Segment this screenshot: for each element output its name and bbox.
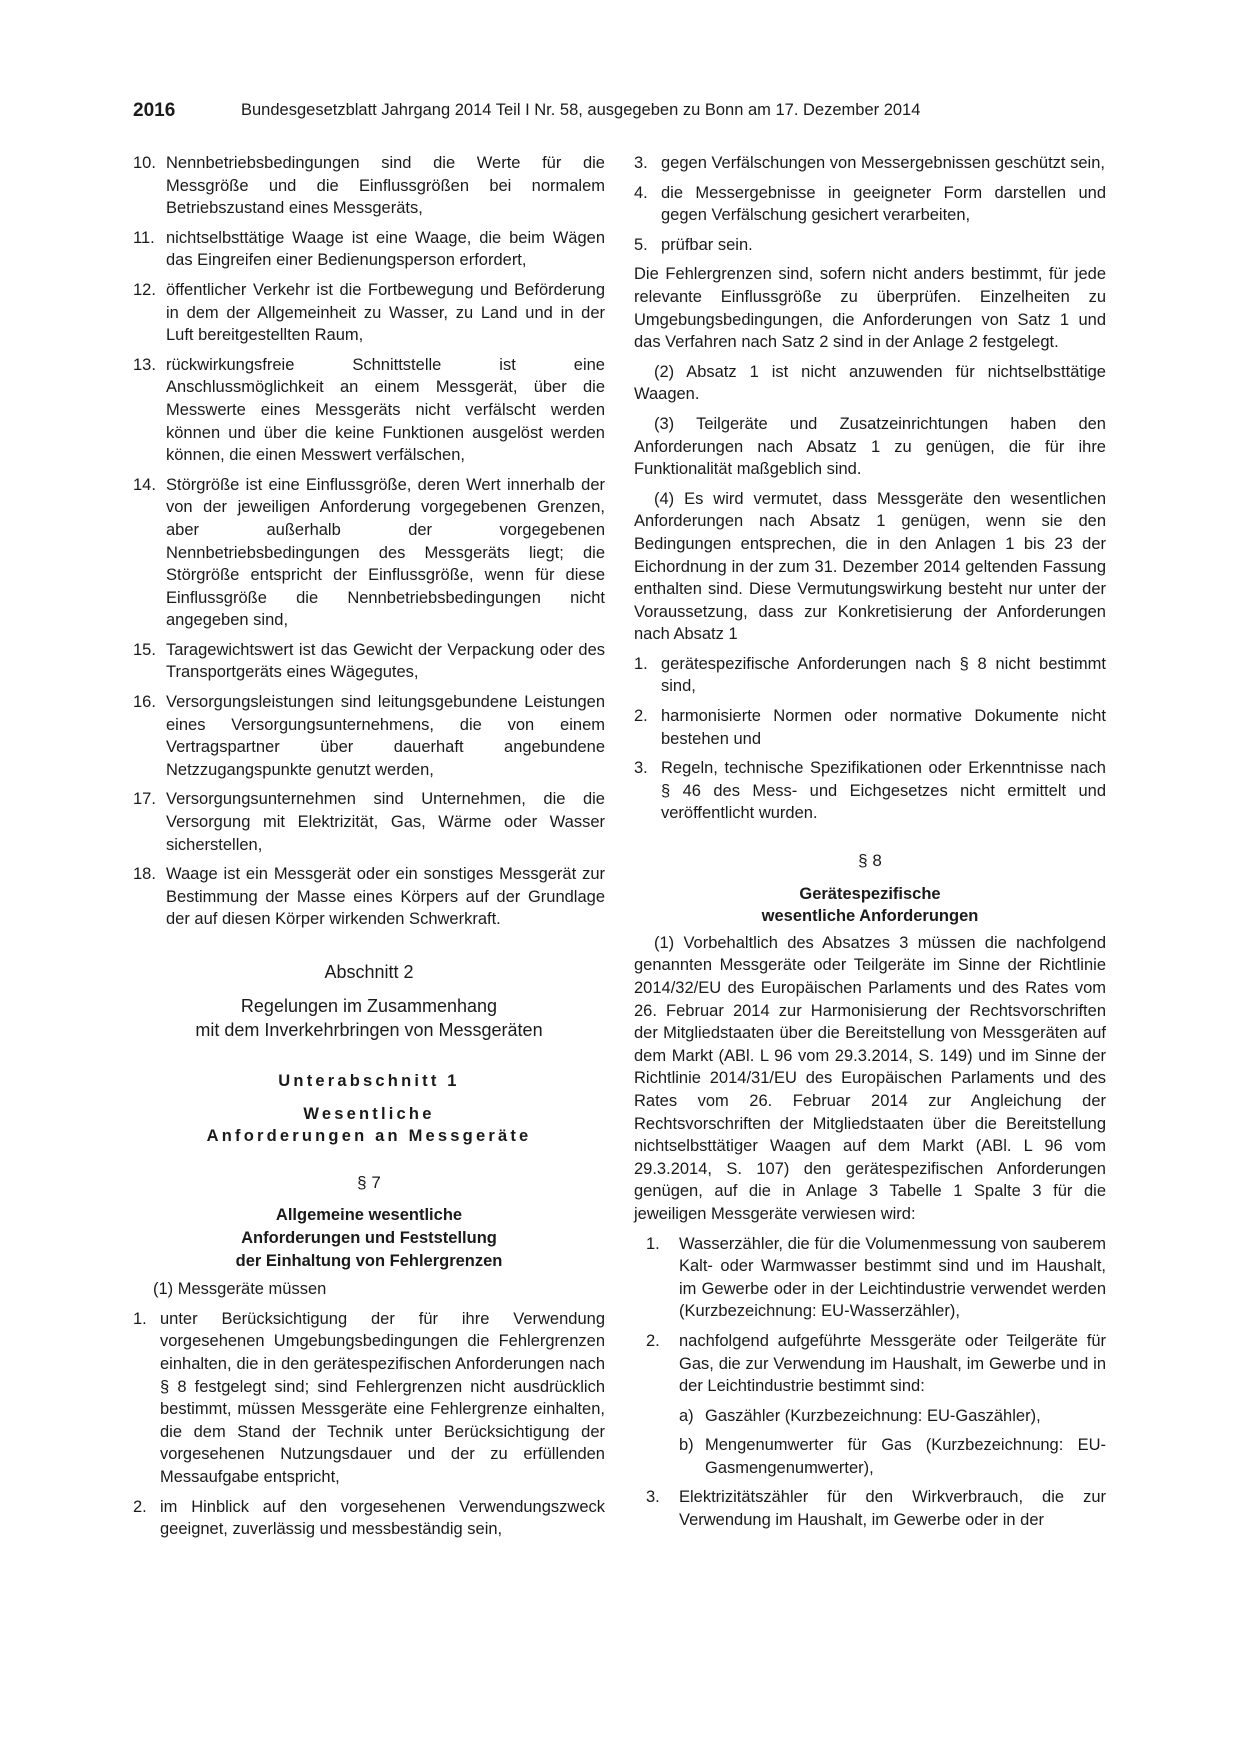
item-text: Störgröße ist eine Einflussgröße, deren Wert innerhalb der von der jeweiligen Anforderung vorgegebenen Grenzen, aber außerhalb der vorgegebenen Nennbetriebsbedingungen des Messgeräts liegt; die Störgröße entspricht der Einflussgröße, wenn für diese Einflussgröße die Nennbetriebsbedingungen nicht angegeben sind, (166, 475, 605, 630)
list-item (133, 474, 605, 632)
item-number: 1. (646, 1234, 660, 1253)
list-item (133, 354, 605, 467)
unterabschnitt-heading: Unterabschnitt 1 (278, 1072, 460, 1090)
right-column (634, 152, 1106, 1539)
item-text: Gaszähler (Kurzbezeichnung: EU-Gaszähler), (705, 1406, 1041, 1425)
paragraph: (3) Teilgeräte und Zusatzeinrichtungen haben den Anforderungen nach Absatz 1 zu genügen, die für ihre Funktionalität maßgeblich sind. (634, 414, 1106, 479)
sub-list-item (679, 1405, 1106, 1428)
list-item (133, 152, 605, 220)
section-title-line: Anforderungen und Feststellung (241, 1228, 497, 1247)
item-number: 3. (646, 1488, 660, 1507)
item-number: 2. (133, 1497, 147, 1516)
left-column (133, 152, 605, 1548)
list-item (133, 1496, 605, 1541)
item-text: Regeln, technische Spezifikationen oder Erkenntnisse nach § 46 des Mess- und Eichgesetzes nicht ermittelt und veröffentlicht wurden. (661, 759, 1106, 823)
section-title-line: wesentliche Anforderungen (761, 907, 979, 926)
list-item (634, 757, 1106, 825)
section-title-line: Allgemeine wesentliche (275, 1206, 463, 1225)
unterabschnitt-title-line: Anforderungen an Messgeräte (206, 1127, 532, 1146)
list-item (634, 705, 1106, 750)
requirements-list-continued (634, 152, 1106, 256)
section-title-line: Gerätespezifische (799, 884, 941, 903)
paragraph: (2) Absatz 1 ist nicht anzuwenden für nichtselbsttätige Waagen. (634, 362, 1106, 404)
list-item (634, 1233, 1106, 1323)
sub-list-item (679, 1434, 1106, 1479)
list-item (634, 1330, 1106, 1398)
item-number: 14. (133, 475, 156, 494)
item-number: 18. (133, 865, 156, 884)
item-text: rückwirkungsfreie Schnittstelle ist eine Anschlussmöglichkeit an einem Messgerät, über die Messwerte eines Messgeräts nicht verfälscht werden können und über die keine Funktionen ausgelöst werden können, die einen Messwert verfälschen, (166, 355, 605, 465)
item-text: Taragewichtswert ist das Gewicht der Verpackung oder des Transportgeräts eines Wägegutes, (166, 640, 605, 682)
item-number: 10. (133, 154, 156, 172)
item-number: 5. (634, 235, 648, 254)
section-title-line: der Einhaltung von Fehlergrenzen (235, 1251, 503, 1270)
paragraph: (4) Es wird vermutet, dass Messgeräte den wesentlichen Anforderungen nach Absatz 1 genügen, wenn sie den Bedingungen entsprechen, die in den Anlagen 1 bis 23 der Eichordnung in der zum 31. Dezember 2014 geltenden Fassung enthalten sind. Diese Vermutungswirkung besteht nur unter der Voraussetzung, dass zur Konkretisierung der Anforderungen nach Absatz 1 (634, 489, 1106, 644)
item-number: 2. (634, 707, 648, 726)
item-text: harmonisierte Normen oder normative Dokumente nicht bestehen und (661, 707, 1106, 748)
item-letter: b) (679, 1436, 694, 1455)
paragraph: Die Fehlergrenzen sind, sofern nicht anders bestimmt, für jede relevante Einflussgröße zu überprüfen. Einzelheiten zu Umgebungsbedingungen, die Anforderungen von Satz 1 und das Verfahren nach Satz 2 sind in der Anlage 2 festgelegt. (634, 265, 1106, 352)
item-text: die Messergebnisse in geeigneter Form darstellen und gegen Verfälschung gesichert verarbeiten, (661, 183, 1106, 225)
item-number: 1. (634, 654, 648, 673)
item-text: Wasserzähler, die für die Volumenmessung von sauberem Kalt- oder Warmwasser bestimmt sind und im Haushalt, im Gewerbe oder in der Leichtindustrie verwendet werden (Kurzbezeichnung: EU-Wasserzähler), (679, 1234, 1106, 1321)
paragraph-intro: (1) Messgeräte müssen (153, 1280, 327, 1299)
list-item (133, 788, 605, 856)
list-item (133, 279, 605, 347)
unterabschnitt-title-line: Wesentliche (303, 1104, 435, 1123)
list-item (634, 234, 1106, 257)
item-text: Waage ist ein Messgerät oder ein sonstiges Messgerät zur Bestimmung der Masse eines Körpers auf der Grundlage der auf diesen Körper wirkenden Schwerkraft. (166, 865, 605, 929)
item-number: 17. (133, 790, 156, 809)
item-number: 3. (634, 759, 648, 778)
list-item (133, 863, 605, 931)
item-number: 1. (133, 1309, 147, 1328)
list-item (133, 227, 605, 272)
device-list (634, 1233, 1106, 1532)
list-item (133, 639, 605, 684)
conditions-list (634, 653, 1106, 825)
abschnitt-title-line: Regelungen im Zusammenhang (240, 996, 498, 1016)
requirements-list (133, 1308, 605, 1541)
list-item (133, 691, 605, 781)
list-item (634, 653, 1106, 698)
item-number: 16. (133, 693, 156, 712)
item-text: nichtselbsttätige Waage ist eine Waage, die beim Wägen das Eingreifen einer Bedienungsperson erfordert, (166, 228, 605, 270)
list-item (634, 1486, 1106, 1531)
item-text: Elektrizitätszähler für den Wirkverbrauch, die zur Verwendung im Haushalt, im Gewerbe oder in der (679, 1488, 1106, 1530)
abschnitt-title-line: mit dem Inverkehrbringen von Messgeräten (195, 1020, 543, 1040)
item-text: im Hinblick auf den vorgesehenen Verwendungszweck geeignet, zuverlässig und messbeständig sein, (160, 1497, 605, 1539)
abschnitt-heading: Abschnitt 2 (324, 962, 414, 982)
item-number: 15. (133, 640, 156, 659)
item-text: Nennbetriebsbedingungen sind die Werte für die Messgröße und die Einflussgrößen bei normalem Betriebszustand eines Messgeräts, (166, 154, 605, 218)
item-text: öffentlicher Verkehr ist die Fortbewegung und Beförderung in dem der Allgemeinheit zu Wasser, zu Land und in der Luft bereitgestellten Raum, (166, 280, 605, 345)
page-number: 2016 (133, 100, 176, 121)
list-item (634, 182, 1106, 227)
item-number: 2. (646, 1331, 660, 1350)
section-sign: § 7 (357, 1172, 381, 1192)
item-text: gegen Verfälschungen von Messergebnissen geschützt sein, (661, 154, 1105, 172)
list-item (634, 152, 1106, 175)
item-text: gerätespezifische Anforderungen nach § 8 nicht bestimmt sind, (661, 654, 1106, 696)
item-number: 12. (133, 280, 156, 299)
item-number: 4. (634, 183, 648, 202)
item-text: nachfolgend aufgeführte Messgeräte oder Teilgeräte für Gas, die zur Verwendung im Haushalt, im Gewerbe und in der Leichtindustrie bestimmt sind: (679, 1331, 1106, 1396)
item-text: prüfbar sein. (661, 235, 753, 254)
item-text: unter Berücksichtigung der für ihre Verwendung vorgesehenen Umgebungsbedingungen die Fehlergrenzen einhalten, die in den gerätespezifischen Anforderungen nach § 8 festgelegt sind; sind Fehlergrenzen nicht ausdrücklich bestimmt, müssen Messgeräte eine Fehlergrenze einhalten, die dem Stand der Technik unter Berücksichtigung der vorgesehenen Nutzungsdauer und der zu erfüllenden Messaufgabe entspricht, (160, 1309, 605, 1486)
item-letter: a) (679, 1406, 694, 1425)
item-number: 13. (133, 355, 156, 374)
paragraph: (1) Vorbehaltlich des Absatzes 3 müssen die nachfolgend genannten Messgeräte oder Teilgeräte im Sinne der Richtlinie 2014/32/EU des Europäischen Parlaments und des Rates vom 26. Februar 2014 zur Harmonisierung der Rechtsvorschriften der Mitgliedstaaten über die Bereitstellung von Messgeräten auf dem Markt (ABl. L 96 vom 29.3.2014, S. 149) und im Sinne der Richtlinie 2014/31/EU des Europäischen Parlaments und des Rates vom 26. Februar 2014 zur Angleichung der Rechtsvorschriften der Mitgliedstaaten über die Bereitstellung nichtselbsttätiger Waagen auf dem Markt (ABl. L 96 vom 29.3.2014, S. 107) den gerätespezifischen Anforderungen genügen, auf die in Anlage 3 Tabelle 1 Spalte 3 für die jeweiligen Messgeräte verwiesen wird: (634, 933, 1106, 1223)
page-header (133, 100, 1113, 128)
item-number: 3. (634, 154, 648, 172)
item-text: Versorgungsleistungen sind leitungsgebundene Leistungen eines Versorgungsunternehmens, die von einem Vertragspartner über dauerhaft angebundene Netzzugangspunkte genutzt werden, (166, 693, 605, 779)
item-text: Versorgungsunternehmen sind Unternehmen, die die Versorgung mit Elektrizität, Gas, Wärme oder Wasser sicherstellen, (166, 790, 605, 854)
definitions-list (133, 152, 605, 931)
running-head: Bundesgesetzblatt Jahrgang 2014 Teil I Nr. 58, ausgegeben zu Bonn am 17. Dezember 2014 (241, 101, 921, 119)
list-item (133, 1308, 605, 1489)
item-text: Mengenumwerter für Gas (Kurzbezeichnung: EU-Gasmengenumwerter), (705, 1436, 1106, 1477)
item-number: 11. (133, 228, 155, 247)
section-sign: § 8 (858, 851, 882, 871)
